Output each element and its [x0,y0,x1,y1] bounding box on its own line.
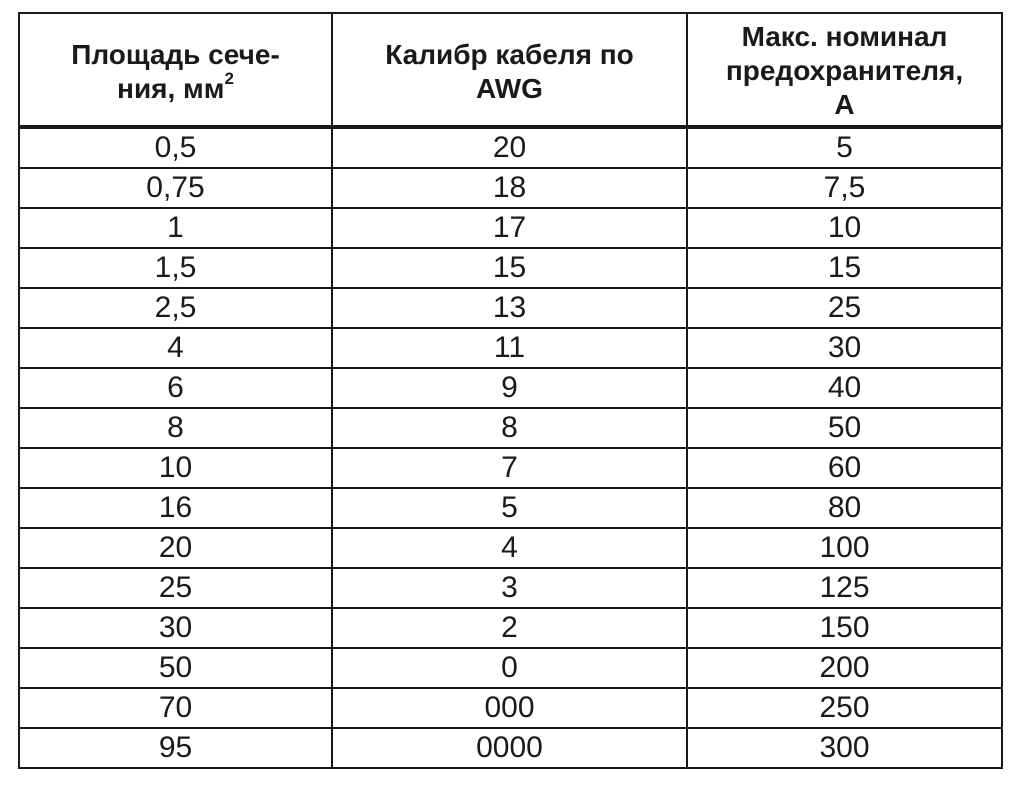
cell-max-fuse-rating: 300 [687,728,1002,768]
cell-max-fuse-rating: 80 [687,488,1002,528]
cell-max-fuse-rating: 125 [687,568,1002,608]
table-row [19,648,1002,688]
table-row [19,728,1002,768]
table-row [19,368,1002,408]
cell-cross-section: 30 [19,608,332,648]
header-max-fuse-rating-line1: Макс. номинал [741,21,948,52]
cell-max-fuse-rating: 7,5 [687,168,1002,208]
cell-awg-gauge: 11 [332,328,687,368]
cell-max-fuse-rating: 30 [687,328,1002,368]
table-row [19,608,1002,648]
table-row [19,127,1002,168]
cell-cross-section: 16 [19,488,332,528]
cell-awg-gauge: 4 [332,528,687,568]
cell-cross-section: 70 [19,688,332,728]
header-max-fuse-rating [687,13,1002,127]
cell-awg-gauge: 15 [332,248,687,288]
cell-max-fuse-rating: 10 [687,208,1002,248]
cell-cross-section: 6 [19,368,332,408]
cell-max-fuse-rating: 150 [687,608,1002,648]
cell-cross-section: 95 [19,728,332,768]
cell-max-fuse-rating: 25 [687,288,1002,328]
table-row [19,248,1002,288]
header-max-fuse-rating-line3: А [834,89,855,120]
cell-max-fuse-rating: 60 [687,448,1002,488]
cell-cross-section: 1,5 [19,248,332,288]
header-cross-section-superscript: 2 [224,69,234,88]
cell-awg-gauge: 000 [332,688,687,728]
cell-cross-section: 20 [19,528,332,568]
wire-gauge-table [18,12,1003,769]
cell-max-fuse-rating: 250 [687,688,1002,728]
table-row [19,168,1002,208]
cell-max-fuse-rating: 15 [687,248,1002,288]
cell-awg-gauge: 5 [332,488,687,528]
table-row [19,448,1002,488]
header-cross-section-line2 [20,69,331,106]
cell-cross-section: 2,5 [19,288,332,328]
cell-awg-gauge: 8 [332,408,687,448]
table-row [19,528,1002,568]
table-row [19,208,1002,248]
cell-cross-section: 10 [19,448,332,488]
cell-max-fuse-rating: 200 [687,648,1002,688]
header-cross-section-unit: ния, мм [117,73,225,104]
cell-awg-gauge: 20 [332,127,687,168]
cell-cross-section: 8 [19,408,332,448]
cell-max-fuse-rating: 40 [687,368,1002,408]
cell-cross-section: 4 [19,328,332,368]
table-row [19,488,1002,528]
table-header-row [19,13,1002,127]
table-row [19,568,1002,608]
cell-awg-gauge: 13 [332,288,687,328]
cell-cross-section: 1 [19,208,332,248]
cell-max-fuse-rating: 100 [687,528,1002,568]
table-body [19,127,1002,768]
cell-awg-gauge: 3 [332,568,687,608]
cell-awg-gauge: 17 [332,208,687,248]
table-row [19,408,1002,448]
wire-gauge-table-container [18,12,1001,778]
cell-awg-gauge: 9 [332,368,687,408]
cell-awg-gauge: 0000 [332,728,687,768]
cell-awg-gauge: 2 [332,608,687,648]
header-cross-section-line1: Площадь сече- [71,39,280,70]
cell-cross-section: 0,5 [19,127,332,168]
cell-cross-section: 0,75 [19,168,332,208]
cell-cross-section: 50 [19,648,332,688]
header-awg-gauge-line1: Калибр кабеля по [385,39,634,70]
cell-awg-gauge: 18 [332,168,687,208]
header-cross-section [19,13,332,127]
cell-cross-section: 25 [19,568,332,608]
cell-awg-gauge: 7 [332,448,687,488]
header-awg-gauge-line2: AWG [476,73,543,104]
cell-max-fuse-rating: 50 [687,408,1002,448]
header-awg-gauge [332,13,687,127]
table-row [19,688,1002,728]
table-row [19,328,1002,368]
cell-awg-gauge: 0 [332,648,687,688]
cell-max-fuse-rating: 5 [687,127,1002,168]
table-row [19,288,1002,328]
header-max-fuse-rating-line2: предохранителя, [725,55,964,86]
